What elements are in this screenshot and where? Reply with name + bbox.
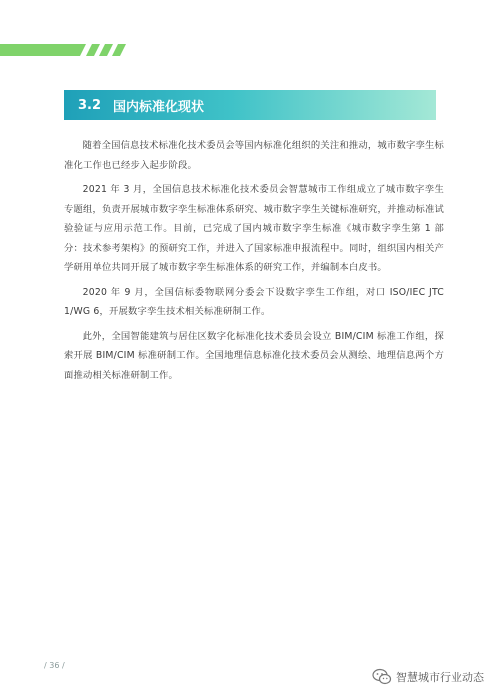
page-number: / 36 / [44, 661, 65, 670]
wechat-icon [372, 668, 392, 686]
watermark-text: 智慧城市行业动态 [396, 671, 484, 684]
watermark [372, 668, 484, 686]
paragraph: 此外，全国智能建筑与居住区数字化标准化技术委员会设立 BIM/CIM 标准工作组，探索开展 BIM/CIM 标准研制工作。全国地理信息标准化技术委员会从测绘、地理信息两个方面推动相关标准研制工作。 [64, 330, 444, 381]
body-text [64, 136, 444, 390]
section-title: 国内标准化现状 [113, 99, 205, 115]
section-number: 3.2 [78, 97, 102, 113]
decorative-stripes-icon [0, 44, 130, 56]
section-header [64, 90, 436, 120]
paragraph: 随着全国信息技术标准化技术委员会等国内标准化组织的关注和推动，城市数字孪生标准化工作也已经步入起步阶段。 [64, 140, 444, 171]
paragraph: 2021 年 3 月，全国信息技术标准化技术委员会智慧城市工作组成立了城市数字孪生专题组，负责开展城市数字孪生标准体系研究、城市数字孪生关键标准研究，并推动标准试验验证与应用示范工作。目前，已完成了国内城市数字孪生标准《城市数字孪生第 1 部分：技术参考架构》的预研究工作，并进入了国家标准申报流程中。同时，组织国内相关产学研用单位共同开展了城市数字孪生标准体系的研究工作，并编制本白皮书。 [64, 184, 444, 273]
paragraph: 2020 年 9 月，全国信标委物联网分委会下设数字孪生工作组，对口 ISO/IEC JTC 1/WG 6，开展数字孪生技术相关标准研制工作。 [64, 286, 444, 317]
